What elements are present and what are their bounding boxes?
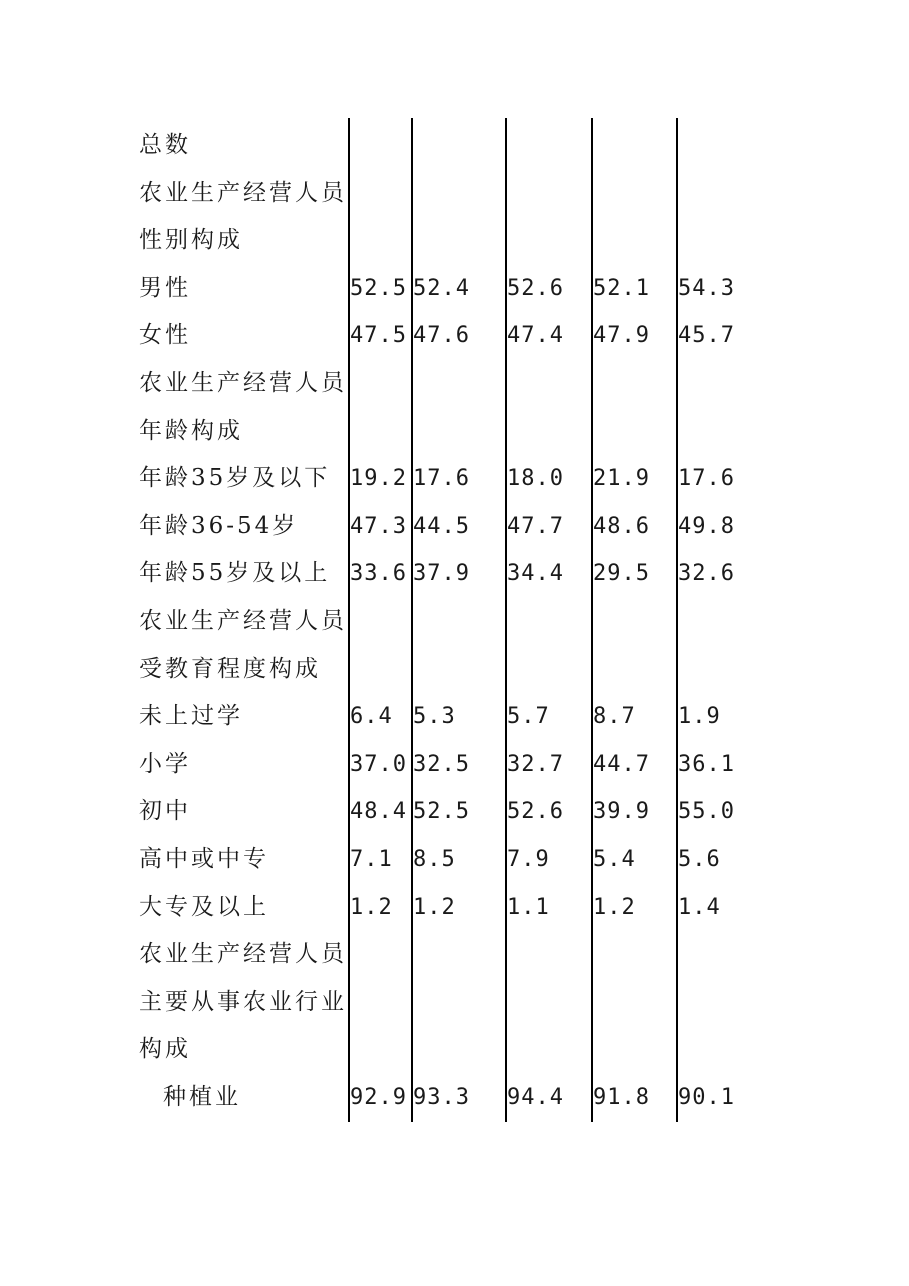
table-cell: 92.9 (350, 1085, 407, 1110)
row-label: 主要从事农业行业 (139, 988, 347, 1015)
table-cell: 44.7 (593, 751, 650, 777)
table-cell: 18.0 (507, 466, 564, 492)
row-label: 小学 (139, 750, 191, 777)
table-cell: 5.4 (593, 847, 636, 872)
table-cell: 94.4 (507, 1085, 564, 1110)
table-row (0, 360, 909, 408)
table-cell: 5.3 (413, 704, 456, 730)
row-label: 初中 (139, 798, 191, 825)
table-cell: 45.7 (678, 323, 735, 349)
row-label: 农业生产经营人员 (139, 941, 347, 968)
table-row (0, 455, 909, 503)
row-label: 总数 (139, 132, 191, 158)
table-cell: 44.5 (413, 513, 470, 539)
table-row (0, 1074, 909, 1122)
row-label: 年龄35岁及以下 (139, 465, 331, 492)
table-cell: 52.5 (350, 275, 407, 301)
table-cell: 29.5 (593, 561, 650, 587)
table-cell: 1.2 (350, 894, 393, 920)
table-cell: 37.0 (350, 751, 407, 777)
table-row (0, 1026, 909, 1074)
table-cell: 47.6 (413, 323, 470, 349)
table-cell: 52.6 (507, 275, 564, 301)
table-cell: 52.5 (413, 799, 470, 825)
table-cell: 37.9 (413, 561, 470, 587)
table-cell: 49.8 (678, 513, 735, 539)
table-row (0, 836, 909, 884)
table-row (0, 931, 909, 979)
table-cell: 34.4 (507, 561, 564, 587)
table-cell: 6.4 (350, 704, 393, 730)
table-cell: 47.9 (593, 323, 650, 349)
table-cell: 1.2 (593, 894, 636, 920)
table-row (0, 598, 909, 646)
row-label: 男性 (139, 274, 191, 301)
table-cell: 33.6 (350, 561, 407, 587)
table-cell: 47.5 (350, 323, 407, 349)
row-label: 农业生产经营人员 (139, 370, 347, 396)
row-label: 高中或中专 (139, 846, 269, 872)
table-cell: 19.2 (350, 466, 407, 492)
row-label: 年龄55岁及以上 (139, 560, 331, 587)
table-cell: 48.6 (593, 513, 650, 539)
table-cell: 1.1 (507, 894, 550, 920)
table-cell: 21.9 (593, 466, 650, 492)
table-cell: 47.7 (507, 513, 564, 539)
table-cell: 32.5 (413, 751, 470, 777)
row-label: 种植业 (163, 1084, 241, 1110)
table-cell: 47.4 (507, 323, 564, 349)
table-cell: 48.4 (350, 799, 407, 825)
table-cell: 32.6 (678, 561, 735, 587)
table-cell: 7.9 (507, 847, 550, 872)
row-label: 性别构成 (139, 227, 243, 254)
table-cell: 39.9 (593, 799, 650, 825)
table-cell: 47.3 (350, 513, 407, 539)
table-cell: 52.4 (413, 275, 470, 301)
table-cell: 1.9 (678, 704, 721, 730)
row-label: 未上过学 (139, 703, 243, 730)
table-row (0, 741, 909, 789)
table-row (0, 646, 909, 694)
table-cell: 91.8 (593, 1085, 650, 1110)
table-cell: 54.3 (678, 275, 735, 301)
table-cell: 36.1 (678, 751, 735, 777)
row-label: 年龄构成 (139, 417, 243, 444)
row-label: 年龄36-54岁 (139, 512, 299, 539)
table-cell: 90.1 (678, 1085, 735, 1110)
table-cell: 7.1 (350, 847, 393, 872)
table-row (0, 788, 909, 836)
row-label: 受教育程度构成 (139, 655, 321, 682)
table-row (0, 550, 909, 598)
table-row (0, 312, 909, 360)
table-row (0, 408, 909, 456)
table-cell: 55.0 (678, 799, 735, 825)
table-cell: 17.6 (678, 466, 735, 492)
row-label: 大专及以上 (139, 893, 269, 920)
row-label: 农业生产经营人员 (139, 608, 347, 634)
table-cell: 17.6 (413, 466, 470, 492)
table-cell: 52.1 (593, 275, 650, 301)
table-cell: 8.7 (593, 704, 636, 730)
table-cell: 5.7 (507, 704, 550, 730)
table-cell: 93.3 (413, 1085, 470, 1110)
table-cell: 32.7 (507, 751, 564, 777)
table-row (0, 884, 909, 932)
table-cell: 1.2 (413, 894, 456, 920)
table-row (0, 265, 909, 313)
table-row (0, 979, 909, 1027)
table-row (0, 693, 909, 741)
table-row (0, 503, 909, 551)
table-row (0, 122, 909, 170)
table-row (0, 217, 909, 265)
table-cell: 5.6 (678, 847, 721, 872)
table-cell: 8.5 (413, 847, 456, 872)
table-cell: 52.6 (507, 799, 564, 825)
row-label: 构成 (139, 1036, 191, 1063)
row-label: 农业生产经营人员 (139, 179, 347, 206)
table-row (0, 170, 909, 218)
row-label: 女性 (139, 322, 191, 349)
table-cell: 1.4 (678, 894, 721, 920)
